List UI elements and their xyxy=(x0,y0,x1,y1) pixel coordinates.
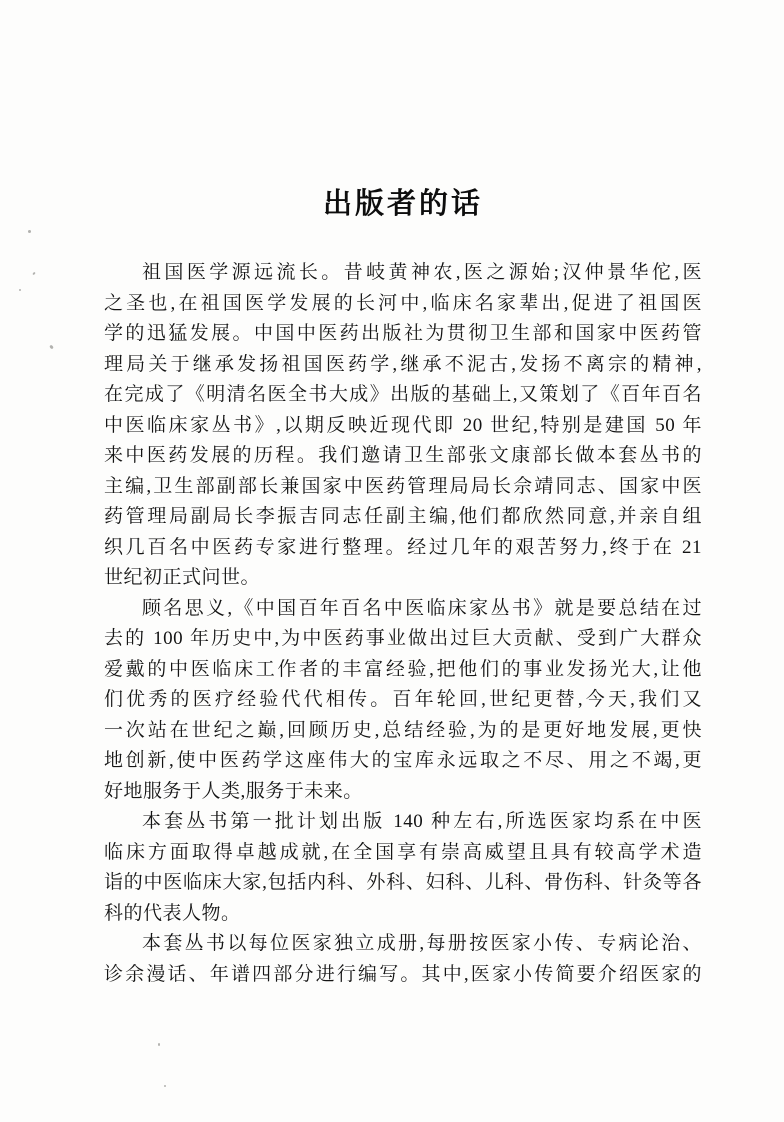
page-body xyxy=(104,258,702,990)
text-line: 临床方面取得卓越成就,在全国享有崇高威望且具有较高学术造 xyxy=(104,841,702,863)
text-line: 本套丛书以每位医家独立成册,每册按医家小传、专病论治、 xyxy=(142,933,702,954)
page-title: 出版者的话 xyxy=(322,188,483,220)
text-line: 世纪初正式问世。 xyxy=(104,567,261,588)
text-line: 理局关于继承发扬祖国医药学,继承不泥古,发扬不离宗的精神, xyxy=(104,353,702,375)
text-line: 好地服务于人类,服务于未来。 xyxy=(104,780,363,802)
text-line: 祖国医学源远流长。昔岐黄神农,医之源始;汉仲景华佗,医 xyxy=(142,262,702,283)
text-line: 来中医药发展的历程。我们邀请卫生部张文康部长做本套丛书的 xyxy=(104,445,702,466)
text-line: 一次站在世纪之巅,回顾历史,总结经验,为的是更好地发展,更快 xyxy=(104,719,702,741)
text-line: 之圣也,在祖国医学发展的长河中,临床名家辈出,促进了祖国医 xyxy=(104,292,702,314)
text-line: 在完成了《明清名医全书大成》出版的基础上,又策划了《百年百名 xyxy=(104,384,702,405)
text-line: 主编,卫生部副部长兼国家中医药管理局局长佘靖同志、国家中医 xyxy=(104,475,702,497)
text-line: 们优秀的医疗经验代代相传。百年轮回,世纪更替,今天,我们又 xyxy=(104,689,702,710)
scan-speck xyxy=(28,230,31,233)
scan-speck xyxy=(49,345,54,350)
scan-speck xyxy=(32,272,35,276)
text-line: 药管理局副局长李振吉同志任副主编,他们都欣然同意,并亲自组 xyxy=(104,506,702,527)
text-line: 诊余漫话、年谱四部分进行编写。其中,医家小传简要介绍医家的 xyxy=(104,963,702,985)
text-line: 中医临床家丛书》,以期反映近现代即 20 世纪,特别是建国 50 年 xyxy=(104,414,702,436)
text-line: 爱戴的中医临床工作者的丰富经验,把他们的事业发扬光大,让他 xyxy=(104,658,702,680)
text-line: 顾名思义,《中国百年百名中医临床家丛书》就是要总结在过 xyxy=(142,597,702,619)
scan-speck xyxy=(164,1085,166,1087)
text-line: 地创新,使中医药学这座伟大的宝库永远取之不尽、用之不竭,更 xyxy=(104,750,702,771)
text-line: 织几百名中医药专家进行整理。经过几年的艰苦努力,终于在 21 xyxy=(104,536,702,558)
text-line: 诣的中医临床大家,包括内科、外科、妇科、儿科、骨伤科、针灸等各 xyxy=(104,872,702,893)
page-content xyxy=(104,181,702,990)
text-line: 科的代表人物。 xyxy=(104,902,241,924)
scan-speck xyxy=(19,289,21,291)
text-line: 学的迅猛发展。中国中医药出版社为贯彻卫生部和国家中医药管 xyxy=(104,323,702,344)
text-line: 本套丛书第一批计划出版 140 种左右,所选医家均系在中医 xyxy=(142,811,702,832)
text-line: 去的 100 年历史中,为中医药事业做出过巨大贡献、受到广大群众 xyxy=(104,628,702,649)
scan-speck xyxy=(158,1043,160,1046)
